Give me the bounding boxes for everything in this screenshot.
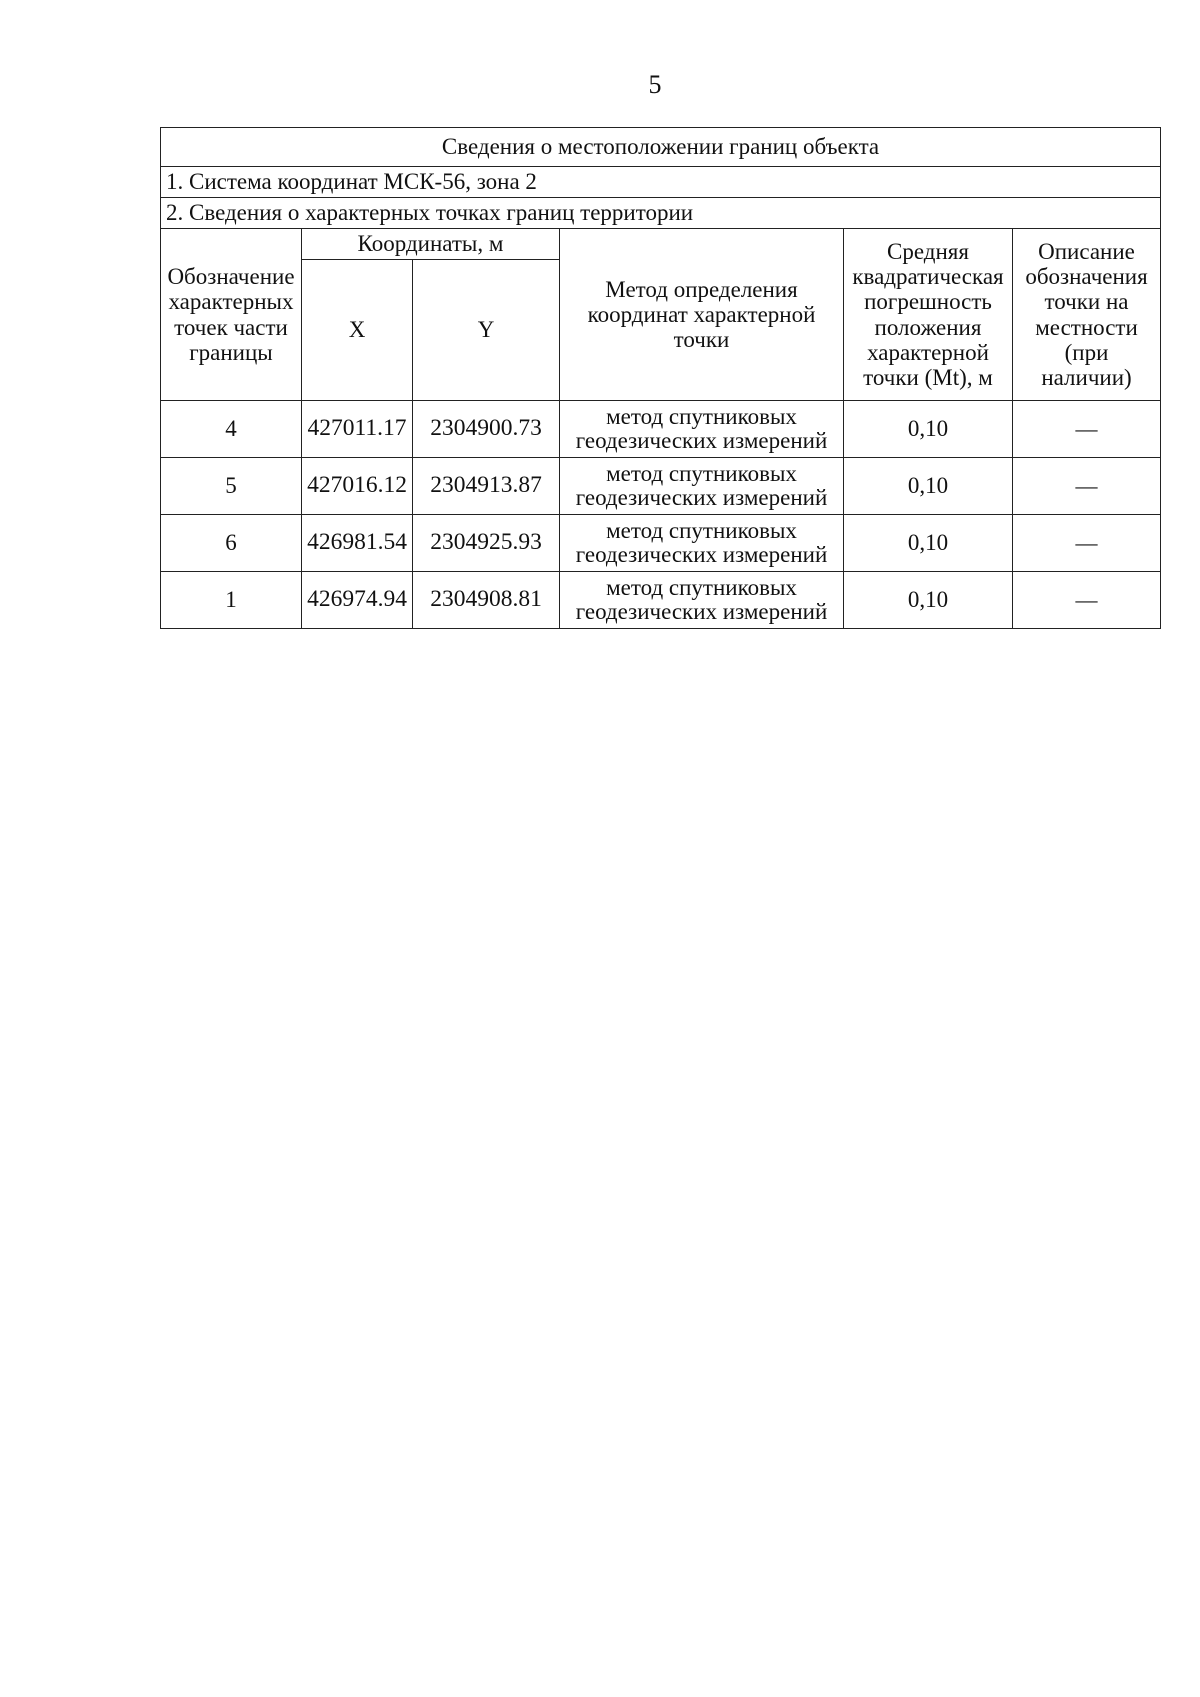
cell-x: 426981.54 <box>302 515 413 572</box>
page-number: 5 <box>648 70 662 99</box>
header-description: Описание обозначения точки на местности (при наличии) <box>1013 229 1161 401</box>
cell-method: метод спутниковых геодезических измерений <box>560 458 844 515</box>
table-row <box>161 572 1161 629</box>
coordinate-system-row <box>161 167 1161 198</box>
cell-error: 0,10 <box>844 572 1013 629</box>
cell-y: 2304908.81 <box>413 572 560 629</box>
cell-point: 1 <box>161 572 302 629</box>
header-method: Метод определения координат характерной точки <box>560 229 844 401</box>
header-error: Средняя квадратическая погрешность положения характерной точки (Mt), м <box>844 229 1013 401</box>
cell-description: — <box>1013 458 1161 515</box>
cell-y: 2304925.93 <box>413 515 560 572</box>
cell-x: 427011.17 <box>302 401 413 458</box>
cell-y: 2304900.73 <box>413 401 560 458</box>
table-row <box>161 458 1161 515</box>
cell-error: 0,10 <box>844 458 1013 515</box>
cell-y: 2304913.87 <box>413 458 560 515</box>
points-info-line: 2. Сведения о характерных точках границ территории <box>161 198 1161 229</box>
points-info-row <box>161 198 1161 229</box>
boundary-coordinates-table <box>160 127 1161 629</box>
cell-error: 0,10 <box>844 515 1013 572</box>
cell-description: — <box>1013 401 1161 458</box>
header-row-top <box>161 229 1161 260</box>
cell-method: метод спутниковых геодезических измерений <box>560 515 844 572</box>
table-title: Сведения о местоположении границ объекта <box>161 128 1161 167</box>
table-row <box>161 515 1161 572</box>
cell-error: 0,10 <box>844 401 1013 458</box>
cell-description: — <box>1013 572 1161 629</box>
cell-point: 5 <box>161 458 302 515</box>
cell-method: метод спутниковых геодезических измерений <box>560 572 844 629</box>
header-coordinates: Координаты, м <box>302 229 560 260</box>
cell-point: 6 <box>161 515 302 572</box>
cell-description: — <box>1013 515 1161 572</box>
table-row <box>161 401 1161 458</box>
cell-x: 427016.12 <box>302 458 413 515</box>
coordinate-system-line: 1. Система координат МСК-56, зона 2 <box>161 167 1161 198</box>
header-designation: Обозначение характерных точек части границы <box>161 229 302 401</box>
cell-method: метод спутниковых геодезических измерений <box>560 401 844 458</box>
cell-point: 4 <box>161 401 302 458</box>
header-y: Y <box>413 260 560 401</box>
cell-x: 426974.94 <box>302 572 413 629</box>
header-x: X <box>302 260 413 401</box>
table-title-row <box>161 128 1161 167</box>
